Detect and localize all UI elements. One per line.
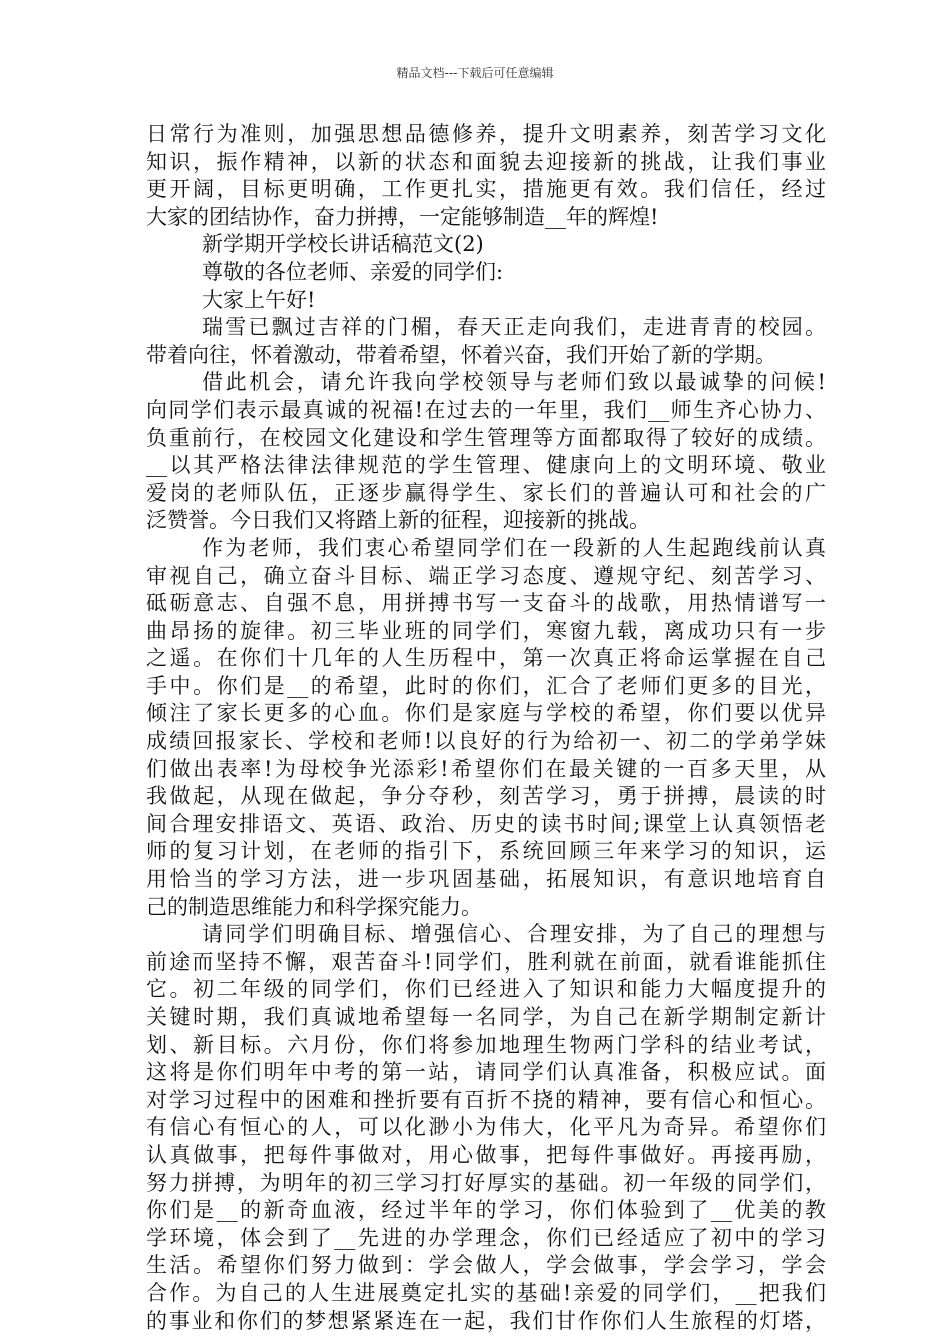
text-line: 手中。你们是__的希望，此时的你们，汇合了老师们更多的目光，	[146, 673, 826, 698]
text-line: __以其严格法律法律规范的学生管理、健康向上的文明环境、敬业	[146, 453, 826, 478]
text-line: 前途而坚持不懈，艰苦奋斗!同学们，胜利就在前面，就看谁能抓住	[146, 949, 826, 974]
text-line: 日常行为准则，加强思想品德修养，提升文明素养，刻苦学习文化	[146, 122, 826, 146]
text-line: 大家上午好!	[202, 287, 316, 312]
text-line: 合作。为自己的人生进展奠定扎实的基础!亲爱的同学们，__把我们	[146, 1280, 826, 1305]
text-line: 它。初二年级的同学们，你们已经进入了知识和能力大幅度提升的	[146, 977, 826, 1002]
text-line: 新学期开学校长讲话稿范文(2)	[202, 232, 484, 257]
text-line: 借此机会，请允许我向学校领导与老师们致以最诚挚的问候!	[202, 370, 826, 395]
text-line: 生活。希望你们努力做到：学会做人，学会做事，学会学习，学会	[146, 1253, 826, 1278]
text-line: 砥砺意志、自强不息，用拼搏书写一支奋斗的战歌，用热情谱写一	[146, 591, 826, 616]
text-line: 有信心有恒心的人，可以化渺小为伟大，化平凡为奇异。希望你们	[146, 1115, 826, 1140]
text-line: 划、新目标。六月份，你们将参加地理生物两门学科的结业考试，	[146, 1032, 826, 1057]
text-line: 成绩回报家长、学校和老师!以良好的行为给初一、初二的学弟学妹	[146, 729, 826, 754]
text-line: 己的制造思维能力和科学探究能力。	[146, 894, 482, 919]
text-line: 知识，振作精神，以新的状态和面貌去迎接新的挑战，让我们事业	[146, 149, 826, 174]
text-line: 我做起，从现在做起，争分夺秒，刻苦学习，勇于拼搏，晨读的时	[146, 784, 826, 809]
text-line: 更开阔，目标更明确，工作更扎实，措施更有效。我们信任，经过	[146, 177, 826, 202]
text-line: 尊敬的各位老师、亲爱的同学们:	[202, 259, 504, 284]
text-line: 间合理安排语文、英语、政治、历史的读书时间;课堂上认真领悟老	[146, 811, 826, 836]
page-header: 精品文档---下载后可任意编辑	[396, 66, 554, 80]
text-line: 学环境，体会到了__先进的办学理念，你们已经适应了初中的学习	[146, 1225, 826, 1250]
text-line: 用恰当的学习方法，进一步巩固基础，拓展知识，有意识地培育自	[146, 867, 826, 892]
text-line: 师的复习计划，在老师的指引下，系统回顾三年来学习的知识，运	[146, 839, 826, 864]
text-line: 你们是__的新奇血液，经过半年的学习，你们体验到了__优美的教	[146, 1198, 826, 1223]
text-line: 作为老师，我们衷心希望同学们在一段新的人生起跑线前认真	[202, 535, 826, 560]
text-line: 对学习过程中的困难和挫折要有百折不挠的精神，要有信心和恒心。	[146, 1087, 826, 1112]
text-line: 请同学们明确目标、增强信心、合理安排，为了自己的理想与	[202, 922, 826, 947]
text-line: 认真做事，把每件事做对，用心做事，把每件事做好。再接再励，	[146, 1142, 826, 1167]
text-line: 审视自己，确立奋斗目标、端正学习态度、遵规守纪、刻苦学习、	[146, 563, 826, 588]
text-line: 努力拼搏，为明年的初三学习打好厚实的基础。初一年级的同学们，	[146, 1170, 826, 1195]
text-line: 泛赞誉。今日我们又将踏上新的征程，迎接新的挑战。	[146, 508, 650, 533]
text-line: 倾注了家长更多的心血。你们是家庭与学校的希望，你们要以优异	[146, 701, 826, 726]
text-line: 向同学们表示最真诚的祝福!在过去的一年里，我们__师生齐心协力、	[146, 397, 826, 422]
text-line: 瑞雪已飘过吉祥的门楣，春天正走向我们，走进青青的校园。	[202, 315, 826, 340]
text-line: 之遥。在你们十几年的人生历程中，第一次真正将命运掌握在自己	[146, 646, 826, 671]
text-line: 负重前行，在校园文化建设和学生管理等方面都取得了较好的成绩。	[146, 425, 826, 450]
text-line: 关键时期，我们真诚地希望每一名同学，为自己在新学期制定新计	[146, 1005, 826, 1029]
text-line: 们做出表率!为母校争光添彩!希望你们在最关键的一百多天里，从	[146, 756, 826, 781]
text-line: 大家的团结协作，奋力拼搏，一定能够制造__年的辉煌!	[146, 204, 659, 229]
text-line: 带着向往，怀着激动，带着希望，怀着兴奋，我们开始了新的学期。	[146, 342, 776, 367]
document-body	[146, 121, 826, 1335]
text-line: 的事业和你们的梦想紧紧连在一起，我们甘作你们人生旅程的灯塔，	[146, 1308, 826, 1333]
text-line: 曲昂扬的旋律。初三毕业班的同学们，寒窗九载，离成功只有一步	[146, 618, 826, 643]
text-line: 这将是你们明年中考的第一站，请同学们认真准备，积极应试。面	[146, 1060, 826, 1085]
text-line: 爱岗的老师队伍，正逐步赢得学生、家长们的普遍认可和社会的广	[146, 480, 826, 505]
